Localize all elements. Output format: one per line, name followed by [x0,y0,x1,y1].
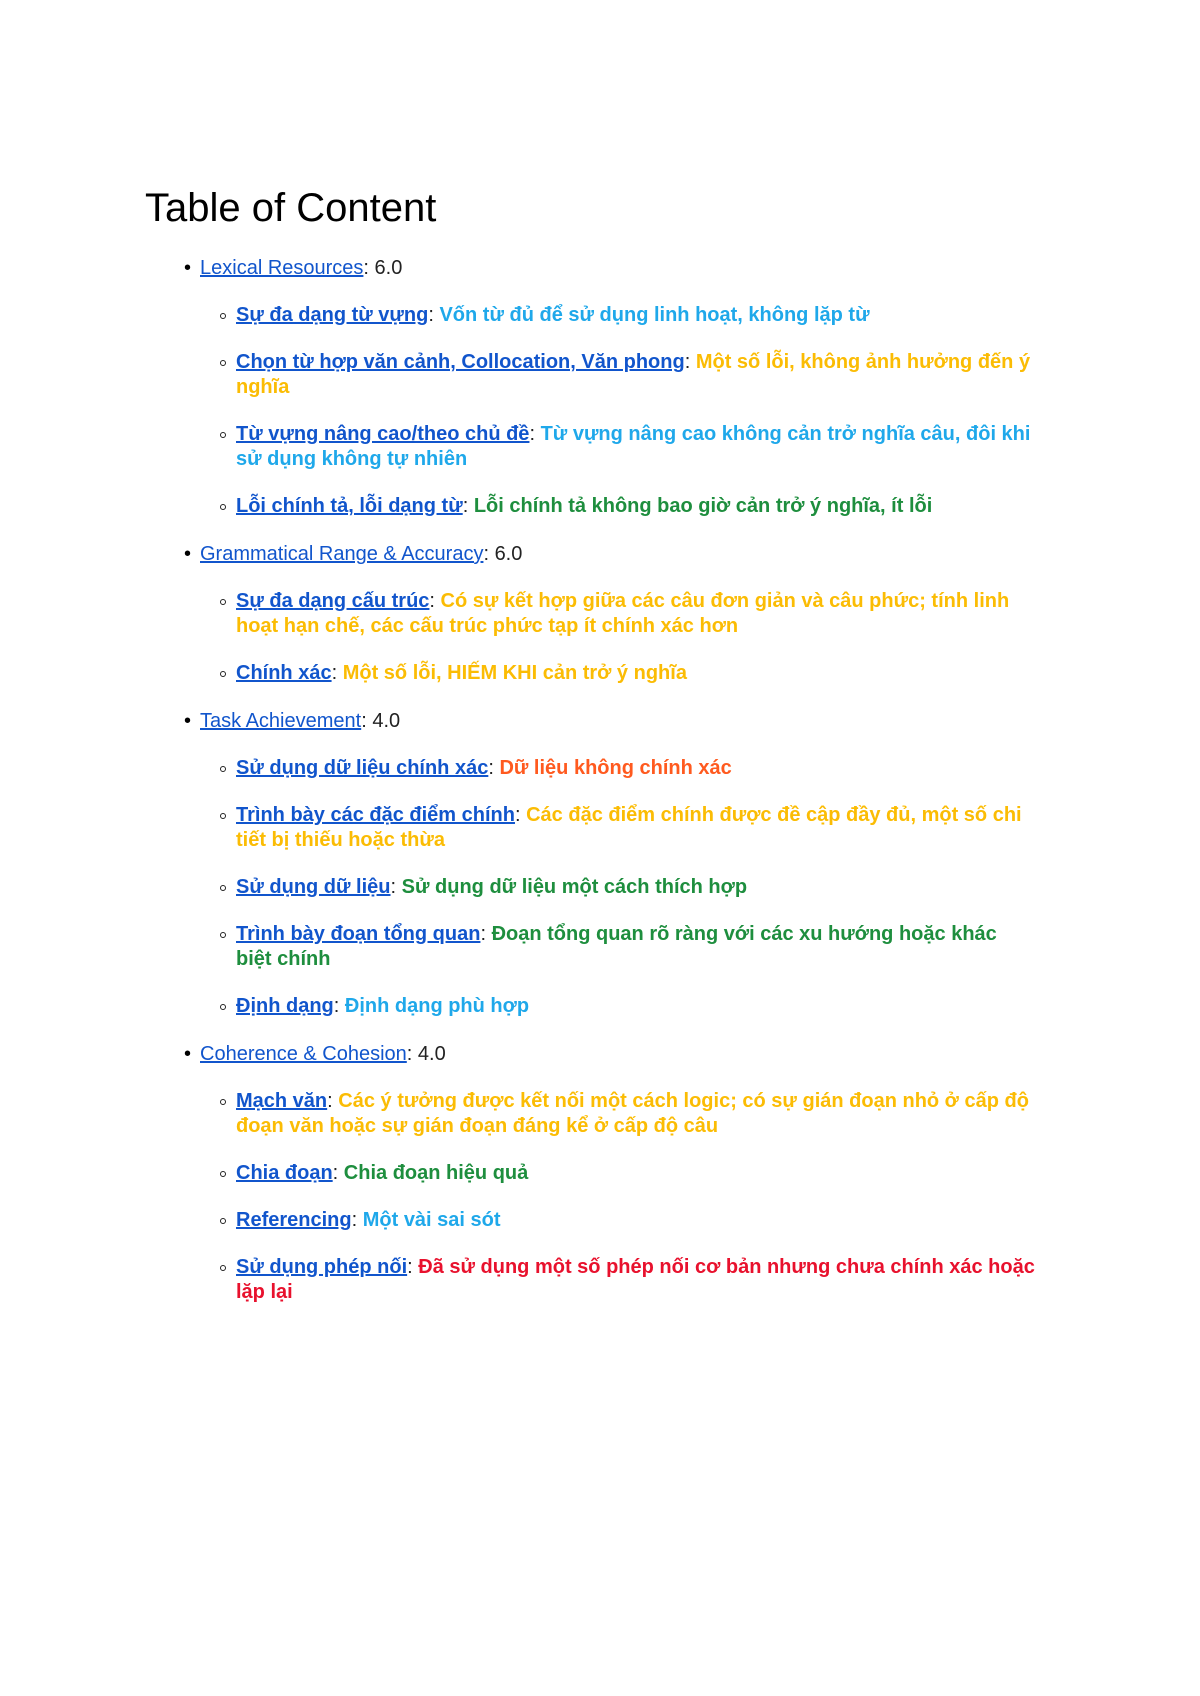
subitem-link[interactable]: Trình bày đoạn tổng quan [236,923,481,945]
subitem-link[interactable]: Định dạng [236,995,334,1017]
subitem-description: Các đặc điểm chính được đề cập đầy đủ, một số chi tiết bị thiếu hoặc thừa [236,804,1022,851]
toc-subitem: Chia đoạn: Chia đoạn hiệu quả [236,1161,1036,1186]
section-score: 6.0 [494,543,523,565]
section-heading: Lexical Resources: 6.0 [200,257,403,279]
circle-bullet-icon [220,671,226,677]
subitem-description: Một số lỗi, HIẾM KHI cản trở ý nghĩa [342,662,687,684]
subitem-link[interactable]: Trình bày các đặc điểm chính [236,804,515,826]
subitem-link[interactable]: Sử dụng dữ liệu [236,876,391,898]
toc-subitem: Định dạng: Định dạng phù hợp [236,994,1036,1019]
subitem-description: Dữ liệu không chính xác [499,757,732,779]
circle-bullet-icon [220,1099,226,1105]
toc-subitem: Lỗi chính tả, lỗi dạng từ: Lỗi chính tả không bao giờ cản trở ý nghĩa, ít lỗi [236,494,1036,519]
section-link[interactable]: Task Achievement [200,710,362,732]
subitem-description: Định dạng phù hợp [344,995,530,1017]
toc-subitem: Chính xác: Một số lỗi, HIẾM KHI cản trở ý nghĩa [236,661,1036,686]
circle-bullet-icon [220,504,226,510]
subitem-description: Chia đoạn hiệu quả [343,1162,529,1184]
toc-subitem: Sự đa dạng cấu trúc: Có sự kết hợp giữa các câu đơn giản và câu phức; tính linh hoạt hạn chế, các cấu trúc phức tạp ít chính xác hơn [236,589,1036,639]
circle-bullet-icon [220,813,226,819]
subitem-list [200,303,1060,519]
section-link[interactable]: Grammatical Range & Accuracy [200,543,484,565]
table-of-contents [184,255,1060,1327]
circle-bullet-icon [220,885,226,891]
section-heading: Coherence & Cohesion: 4.0 [200,1043,446,1065]
circle-bullet-icon [220,313,226,319]
subitem-link[interactable]: Chia đoạn [236,1162,333,1184]
toc-subitem: Sử dụng dữ liệu: Sử dụng dữ liệu một cách thích hợp [236,875,1036,900]
subitem-link[interactable]: Chính xác [236,662,332,684]
circle-bullet-icon [220,932,226,938]
subitem-description: Từ vựng nâng cao không cản trở nghĩa câu, đôi khi sử dụng không tự nhiên [236,423,1031,470]
circle-bullet-icon [220,432,226,438]
toc-subitem: Trình bày đoạn tổng quan: Đoạn tổng quan rõ ràng với các xu hướng hoặc khác biệt chính [236,922,1036,972]
bullet-icon: • [184,257,192,279]
circle-bullet-icon [220,1004,226,1010]
subitem-list [200,756,1060,1019]
subitem-description: Một số lỗi, không ảnh hưởng đến ý nghĩa [236,351,1031,398]
bullet-icon: • [184,710,192,732]
subitem-link[interactable]: Sự đa dạng từ vựng [236,304,429,326]
subitem-list [200,1089,1060,1305]
subitem-link[interactable]: Từ vựng nâng cao/theo chủ đề [236,423,530,445]
subitem-link[interactable]: Mạch văn [236,1090,328,1112]
section-heading: Grammatical Range & Accuracy: 6.0 [200,543,523,565]
circle-bullet-icon [220,360,226,366]
subitem-description: Có sự kết hợp giữa các câu đơn giản và câu phức; tính linh hoạt hạn chế, các cấu trúc phức tạp ít chính xác hơn [236,590,1010,637]
circle-bullet-icon [220,1218,226,1224]
subitem-description: Đã sử dụng một số phép nối cơ bản nhưng chưa chính xác hoặc lặp lại [236,1256,1035,1303]
subitem-description: Một vài sai sót [362,1209,501,1231]
toc-subitem: Từ vựng nâng cao/theo chủ đề: Từ vựng nâng cao không cản trở nghĩa câu, đôi khi sử dụng không tự nhiên [236,422,1036,472]
toc-subitem: Referencing: Một vài sai sót [236,1208,1036,1233]
section-score: 4.0 [417,1043,446,1065]
toc-section-task-achievement [184,708,1060,1019]
toc-section-coherence-cohesion [184,1041,1060,1305]
bullet-icon: • [184,543,192,565]
toc-subitem: Chọn từ hợp văn cảnh, Collocation, Văn phong: Một số lỗi, không ảnh hưởng đến ý nghĩa [236,350,1036,400]
subitem-description: Sử dụng dữ liệu một cách thích hợp [401,876,748,898]
bullet-icon: • [184,1043,192,1065]
section-score: 4.0 [372,710,401,732]
section-link[interactable]: Coherence & Cohesion [200,1043,407,1065]
subitem-description: Vốn từ đủ để sử dụng linh hoạt, không lặp từ [439,304,870,326]
subitem-description: Đoạn tổng quan rõ ràng với các xu hướng hoặc khác biệt chính [236,923,997,970]
subitem-description: Lỗi chính tả không bao giờ cản trở ý nghĩa, ít lỗi [473,495,933,517]
toc-subitem: Trình bày các đặc điểm chính: Các đặc điểm chính được đề cập đầy đủ, một số chi tiết bị thiếu hoặc thừa [236,803,1036,853]
circle-bullet-icon [220,1171,226,1177]
subitem-link[interactable]: Chọn từ hợp văn cảnh, Collocation, Văn phong [236,351,685,373]
toc-section-lexical-resources [184,255,1060,519]
toc-subitem: Sử dụng dữ liệu chính xác: Dữ liệu không chính xác [236,756,1036,781]
circle-bullet-icon [220,599,226,605]
subitem-description: Các ý tưởng được kết nối một cách logic; có sự gián đoạn nhỏ ở cấp độ đoạn văn hoặc sự gián đoạn đáng kể ở cấp độ câu [236,1090,1029,1137]
section-link[interactable]: Lexical Resources [200,257,364,279]
toc-subitem: Sự đa dạng từ vựng: Vốn từ đủ để sử dụng linh hoạt, không lặp từ [236,303,1036,328]
circle-bullet-icon [220,1265,226,1271]
subitem-list [200,589,1060,686]
subitem-link[interactable]: Sự đa dạng cấu trúc [236,590,430,612]
subitem-link[interactable]: Sử dụng dữ liệu chính xác [236,757,489,779]
toc-subitem: Mạch văn: Các ý tưởng được kết nối một cách logic; có sự gián đoạn nhỏ ở cấp độ đoạn văn hoặc sự gián đoạn đáng kể ở cấp độ câu [236,1089,1036,1139]
toc-section-grammatical-range [184,541,1060,686]
circle-bullet-icon [220,766,226,772]
section-heading: Task Achievement: 4.0 [200,710,401,732]
subitem-link[interactable]: Sử dụng phép nối [236,1256,408,1278]
subitem-link[interactable]: Referencing [236,1209,352,1231]
page-title: Table of Content [145,186,437,230]
toc-subitem: Sử dụng phép nối: Đã sử dụng một số phép nối cơ bản nhưng chưa chính xác hoặc lặp lại [236,1255,1036,1305]
section-score: 6.0 [374,257,403,279]
subitem-link[interactable]: Lỗi chính tả, lỗi dạng từ [236,495,463,517]
